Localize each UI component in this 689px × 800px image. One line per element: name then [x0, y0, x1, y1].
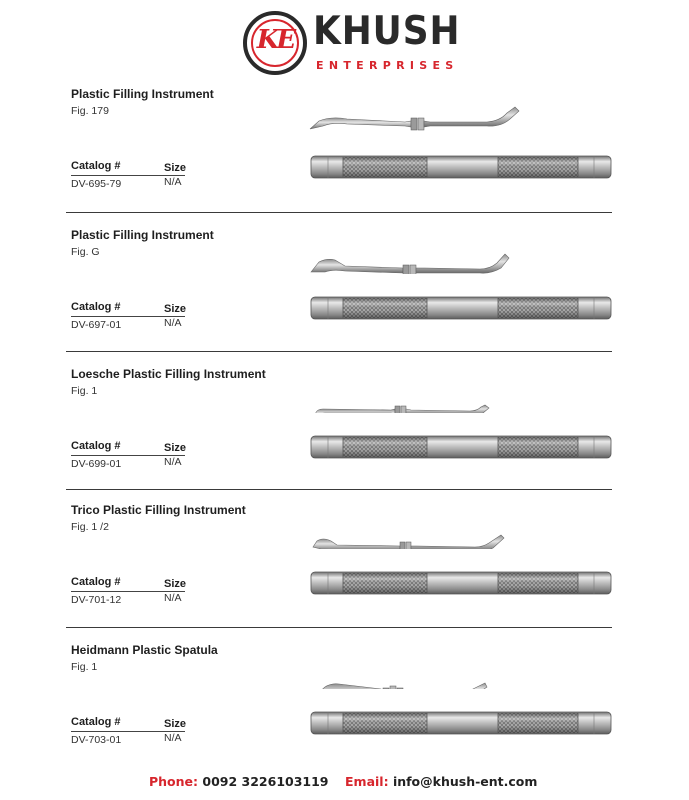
email-label: Email: [345, 774, 389, 789]
size-label: Size [164, 162, 187, 174]
catalog-label: Catalog # [71, 440, 121, 452]
brand-subtitle: ENTERPRISES [316, 59, 459, 72]
product-entry [0, 87, 689, 225]
section-divider [66, 489, 612, 490]
size-value: N/A [164, 456, 182, 468]
product-title: Loesche Plastic Filling Instrument [71, 367, 266, 381]
size-label: Size [164, 442, 187, 454]
product-title: Plastic Filling Instrument [71, 87, 214, 101]
brand-logo [243, 11, 307, 75]
size-label: Size [164, 578, 187, 590]
instrument-handle-image [310, 709, 612, 737]
product-figure: Fig. 1 [71, 661, 98, 673]
product-figure: Fig. 1 [71, 385, 98, 397]
phone-contact [149, 774, 329, 789]
size-value: N/A [164, 176, 182, 188]
brand-name: KHUSH [313, 9, 461, 54]
brand-monogram: KE [256, 25, 294, 55]
product-title: Plastic Filling Instrument [71, 228, 214, 242]
section-divider [66, 212, 612, 213]
size-value: N/A [164, 317, 182, 329]
size-value: N/A [164, 592, 182, 604]
product-entry [0, 503, 689, 641]
section-divider [66, 627, 612, 628]
product-title: Heidmann Plastic Spatula [71, 643, 218, 657]
instrument-handle-image [310, 433, 612, 461]
instrument-tip-image [305, 513, 525, 549]
phone-number: 0092 3226103119 [202, 774, 329, 789]
instrument-handle-image [310, 569, 612, 597]
instrument-handle-image [310, 153, 612, 181]
contact-footer [0, 774, 689, 792]
header [0, 0, 689, 80]
instrument-handle-image [310, 294, 612, 322]
product-figure: Fig. G [71, 246, 100, 258]
catalog-number: DV-697-01 [71, 319, 122, 331]
product-entry [0, 643, 689, 781]
product-title: Trico Plastic Filling Instrument [71, 503, 246, 517]
catalog-label: Catalog # [71, 576, 121, 588]
catalog-label: Catalog # [71, 160, 121, 172]
catalog-label: Catalog # [71, 716, 121, 728]
email-contact [345, 774, 537, 789]
product-figure: Fig. 1 /2 [71, 521, 109, 533]
instrument-tip-image [305, 97, 525, 133]
catalog-number: DV-701-12 [71, 594, 122, 606]
instrument-tip-image [305, 238, 525, 274]
catalog-number: DV-699-01 [71, 458, 122, 470]
email-address[interactable]: info@khush-ent.com [392, 774, 538, 789]
instrument-tip-image [305, 653, 525, 689]
product-entry [0, 367, 689, 505]
size-label: Size [164, 718, 187, 730]
phone-label: Phone: [149, 774, 199, 789]
section-divider [66, 351, 612, 352]
product-figure: Fig. 179 [71, 105, 109, 117]
catalog-label: Catalog # [71, 301, 121, 313]
product-entry [0, 228, 689, 366]
catalog-number: DV-703-01 [71, 734, 122, 746]
instrument-tip-image [305, 377, 525, 413]
catalog-number: DV-695-79 [71, 178, 122, 190]
size-value: N/A [164, 732, 182, 744]
size-label: Size [164, 303, 187, 315]
